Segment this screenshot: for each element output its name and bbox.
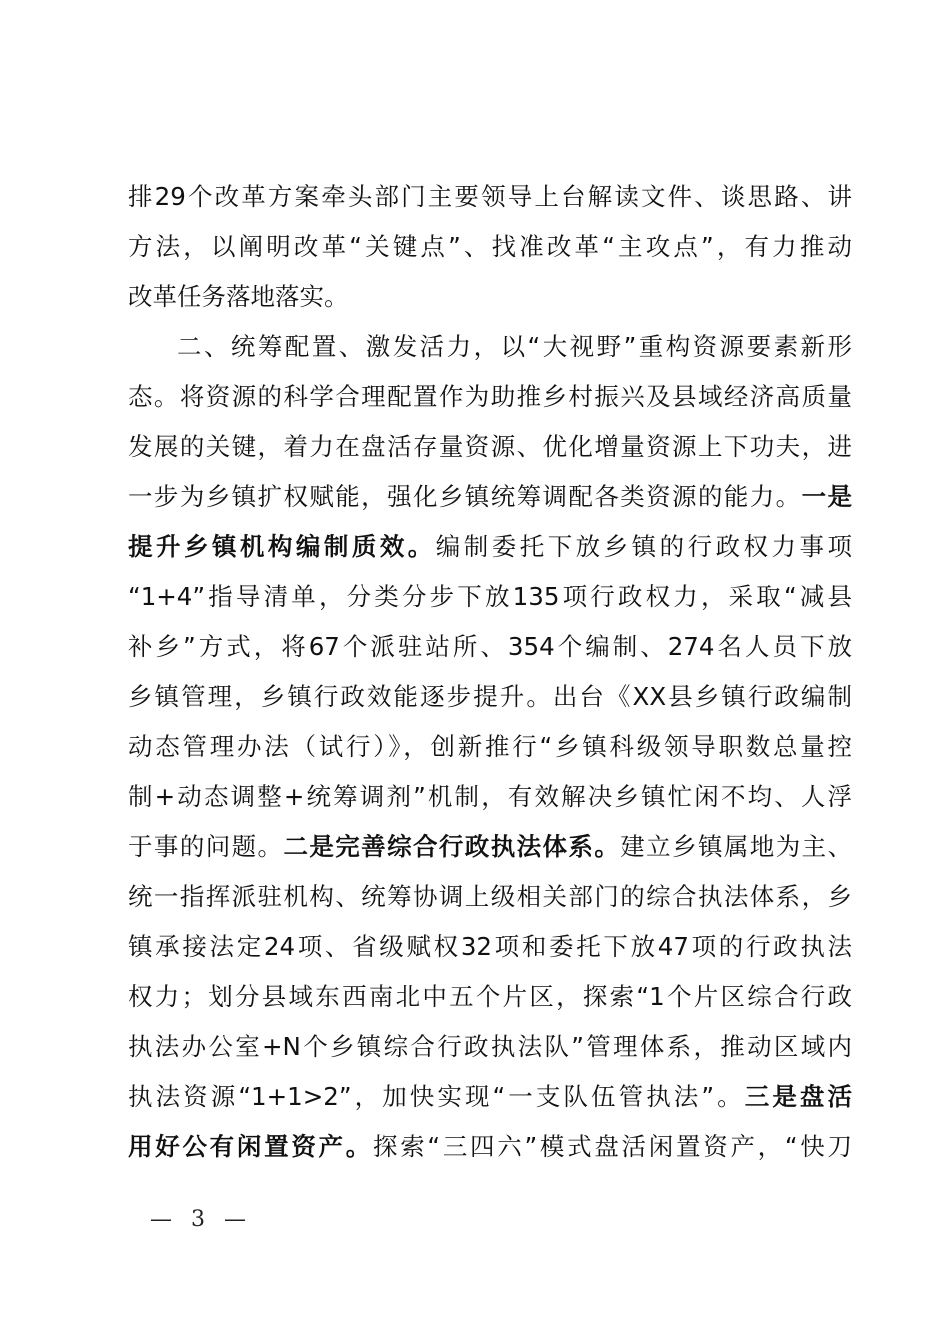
paragraph-1-line-3: 改革任务落地落实。	[128, 282, 349, 311]
paragraph-2-line-8: 乡镇管理，乡镇行政效能逐步提升。出台《XX县乡镇行政编制	[128, 682, 852, 711]
bold-point-1-start: 一是	[801, 482, 853, 511]
paragraph-2-line-10: 制+动态调整+统筹调剂”机制，有效解决乡镇忙闲不均、人浮	[128, 782, 852, 811]
paragraph-2-line-14: 权力；划分县域东西南北中五个片区，探索“1个片区综合行政	[128, 982, 852, 1011]
paragraph-2-line-16	[128, 1072, 852, 1122]
paragraph-2-line-4	[128, 472, 852, 522]
paragraph-2-line-3: 发展的关键，着力在盘活存量资源、优化增量资源上下功夫，进	[128, 432, 852, 461]
text-run: 执法资源“1+1>2”，加快实现“一支队伍管执法”。	[128, 1082, 745, 1111]
paragraph-2-line-15: 执法办公室+N个乡镇综合行政执法队”管理体系，推动区域内	[128, 1032, 852, 1061]
bold-point-1-title: 提升乡镇机构编制质效。	[128, 532, 436, 561]
paragraph-2-line-7: 补乡”方式，将67个派驻站所、354个编制、274名人员下放	[128, 632, 852, 661]
bold-point-3-start: 三是盘活	[744, 1082, 852, 1111]
paragraph-2-line-11	[128, 822, 852, 872]
paragraph-2-line-13: 镇承接法定24项、省级赋权32项和委托下放47项的行政执法	[128, 932, 852, 961]
paragraph-1-line-1: 排29个改革方案牵头部门主要领导上台解读文件、谈思路、讲	[128, 182, 852, 211]
paragraph-1-line-2: 方法，以阐明改革“关键点”、找准改革“主攻点”，有力推动	[128, 232, 852, 261]
paragraph-2-line-12: 统一指挥派驻机构、统筹协调上级相关部门的综合执法体系，乡	[128, 882, 852, 911]
section-heading-2: 二、统筹配置、激发活力，以“大视野”重构资源要素新形	[177, 332, 852, 361]
text-run: 编制委托下放乡镇的行政权力事项	[435, 532, 852, 561]
body-text	[128, 172, 852, 1172]
paragraph-2-line-5	[128, 522, 852, 572]
bold-point-2-title: 二是完善综合行政执法体系。	[283, 832, 621, 861]
text-run: 于事的问题。	[128, 832, 284, 861]
text-run: 探索“三四六”模式盘活闲置资产，“快刀	[372, 1132, 853, 1161]
bold-point-3-title: 用好公有闲置资产。	[128, 1132, 373, 1161]
text-run: 建立乡镇属地为主、	[620, 832, 853, 861]
page-number: — 3 —	[150, 1207, 252, 1232]
text-run: 一步为乡镇扩权赋能，强化乡镇统筹调配各类资源的能力。	[128, 482, 802, 511]
paragraph-2-line-2: 态。将资源的科学合理配置作为助推乡村振兴及县域经济高质量	[128, 382, 852, 411]
paragraph-2-line-17	[128, 1122, 852, 1172]
paragraph-2-line-9: 动态管理办法（试行）》，创新推行“乡镇科级领导职数总量控	[128, 732, 852, 761]
paragraph-2-line-6: “1+4”指导清单，分类分步下放135项行政权力，采取“减县	[128, 582, 852, 611]
